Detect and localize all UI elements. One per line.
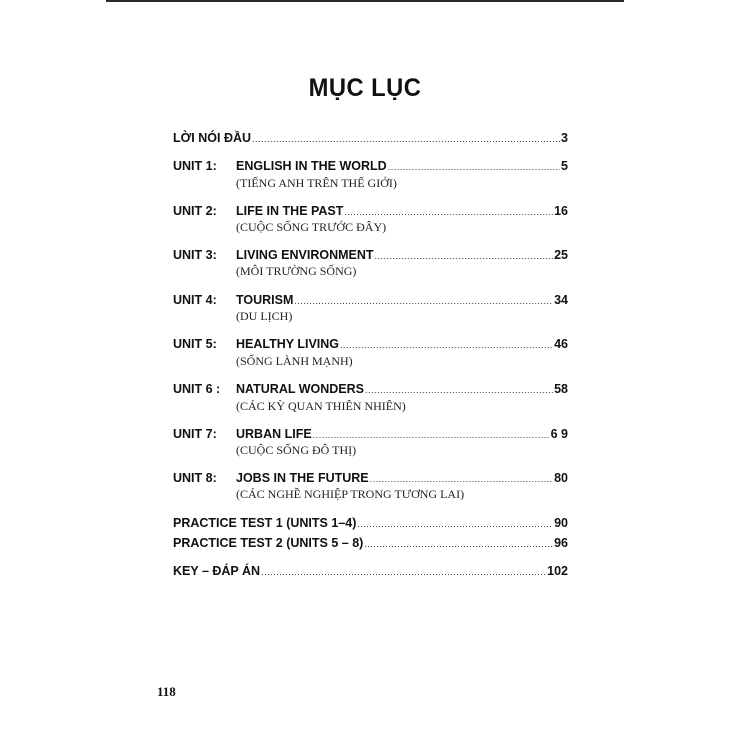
dot-leader [365,382,553,398]
footer-page-number: 118 [157,684,176,699]
toc-entry-practice-test-2[interactable] [173,535,568,552]
dot-leader [388,159,560,175]
toc-page-number: 90 [554,516,568,530]
dot-leader [357,516,553,532]
unit-number: UNIT 4: [173,293,217,307]
dot-leader [261,564,546,580]
toc-entry-key[interactable] [173,563,568,580]
toc-entry-unit-8[interactable] [173,470,568,487]
toc-page-number: 58 [554,382,568,396]
unit-title: JOBS IN THE FUTURE [236,471,369,485]
toc-label: PRACTICE TEST 2 (UNITS 5 – 8) [173,536,364,550]
unit-title: HEALTHY LIVING [236,337,340,351]
toc-entry-unit-4[interactable] [173,292,568,309]
toc-page-number: 34 [554,293,568,307]
toc-page-number: 6 9 [550,427,568,441]
toc-page-number: 3 [561,131,568,145]
unit-title: TOURISM [236,293,294,307]
unit-number: UNIT 5: [173,337,217,351]
unit-subtitle: (CÁC NGHỀ NGHIỆP TRONG TƯƠNG LAI) [236,487,465,501]
dot-leader [344,204,553,220]
toc-entry-unit-1[interactable] [173,158,568,175]
toc-entry-preface[interactable] [173,130,568,147]
unit-subtitle: (MÔI TRƯỜNG SỐNG) [236,264,357,278]
unit-subtitle: (CÁC KỲ QUAN THIÊN NHIÊN) [236,399,406,413]
toc-page-number: 25 [554,248,568,262]
unit-subtitle: (CUỘC SỐNG TRƯỚC ĐÂY) [236,220,387,234]
unit-title: URBAN LIFE [236,427,312,441]
dot-leader [313,427,550,443]
unit-title: LIVING ENVIRONMENT [236,248,374,262]
dot-leader [375,248,554,264]
toc-page-number: 16 [554,204,568,218]
top-rule [106,0,624,2]
unit-title: NATURAL WONDERS [236,382,365,396]
toc-entry-unit-6[interactable] [173,381,568,398]
toc-label: LỜI NÓI ĐẦU [173,131,252,145]
toc-page-number: 46 [554,337,568,351]
toc-page-number: 96 [554,536,568,550]
dot-leader [364,536,553,552]
unit-number: UNIT 8: [173,471,217,485]
unit-subtitle: (TIẾNG ANH TRÊN THẾ GIỚI) [236,176,397,190]
page-title: MỤC LỤC [308,74,422,102]
unit-title: LIFE IN THE PAST [236,204,344,218]
unit-subtitle: (CUỘC SỐNG ĐÔ THỊ) [236,443,357,457]
unit-title: ENGLISH IN THE WORLD [236,159,387,173]
unit-number: UNIT 3: [173,248,217,262]
unit-number: UNIT 6 : [173,382,221,396]
unit-subtitle: (DU LỊCH) [236,309,293,323]
unit-number: UNIT 1: [173,159,217,173]
dot-leader [340,337,553,353]
toc-page-number: 102 [547,564,568,578]
unit-number: UNIT 2: [173,204,217,218]
unit-subtitle: (SỐNG LÀNH MẠNH) [236,354,353,368]
dot-leader [294,293,553,309]
toc-entry-unit-2[interactable] [173,203,568,220]
toc-label: KEY – ĐÁP ÁN [173,564,261,578]
toc-label: PRACTICE TEST 1 (UNITS 1–4) [173,516,357,530]
unit-number: UNIT 7: [173,427,217,441]
toc-entry-unit-5[interactable] [173,336,568,353]
dot-leader [252,131,560,147]
toc-page-number: 5 [561,159,568,173]
toc-page-number: 80 [554,471,568,485]
toc-entry-unit-7[interactable] [173,426,568,443]
dot-leader [370,471,553,487]
toc-entry-practice-test-1[interactable] [173,515,568,532]
toc-entry-unit-3[interactable] [173,247,568,264]
